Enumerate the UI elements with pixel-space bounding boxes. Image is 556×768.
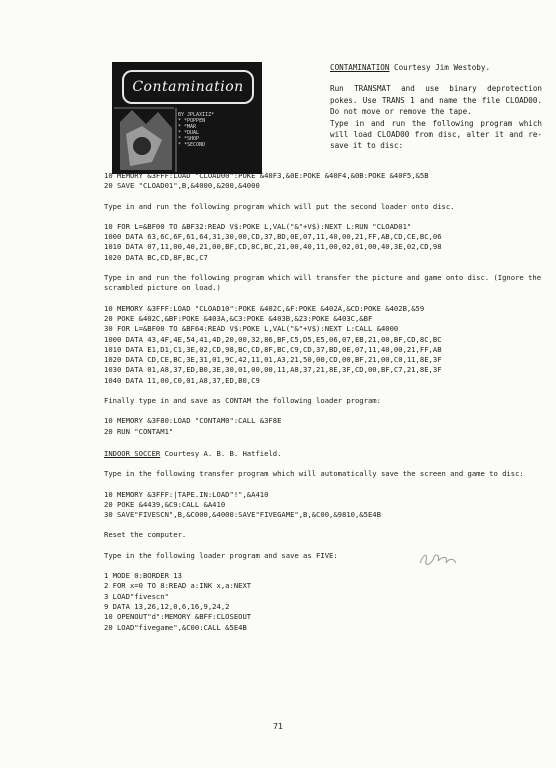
contamination-intro-text: Run TRANSMAT and use binary deprotection pokes. Use TRANS 1 and name the file CLOAD00. Do not move or remove the tape. xyxy=(330,84,542,117)
code-line: 30 FOR L=&BF00 TO &BF64:READ V$:POKE L,VAL("&"+V$):NEXT L:CALL &4000 xyxy=(104,324,399,334)
instruction-text: Type in and run the following program which will transfer the picture and game onto disc. (Ignore the scrambled picture on load.) xyxy=(104,273,542,293)
figure-line: * *MAR xyxy=(178,124,197,130)
code-line: 1 MODE 0:BORDER 13 xyxy=(104,571,182,581)
code-line: 10 MEMORY &3F80:LOAD "CONTAM0":CALL &3F8E xyxy=(104,416,282,426)
code-line: 1000 DATA 63,6C,6F,61,64,31,30,00,CD,37,BD,0E,07,11,40,00,21,FF,AB,CD,CE,BC,06 xyxy=(104,232,442,242)
instruction-text: Reset the computer. xyxy=(104,530,187,540)
figure-title: Contamination xyxy=(122,70,254,104)
handwritten-signature xyxy=(418,551,458,569)
code-line: 1040 DATA 11,00,C0,01,A8,37,ED,B0,C9 xyxy=(104,375,260,385)
contamination-heading xyxy=(330,62,542,73)
code-line: 10 MEMORY &3FFF:LOAD "CLOAD10":POKE &402C,&F:POKE &402A,&CD:POKE &402B,&59 xyxy=(104,303,425,313)
code-line: 10 MEMORY &3FFF:LOAD "CLOAD00":POKE &40F3,&0E:POKE &40F4,&0B:POKE &40F5,&5B xyxy=(104,171,429,180)
code-line: 9 DATA 13,26,12,0,6,16,9,24,2 xyxy=(104,601,230,611)
code-line: 20 SAVE "CLOAD01",B,&4000,&200,&4000 xyxy=(104,181,260,191)
contamination-credit: Courtesy Jim Westoby. xyxy=(394,63,491,72)
code-line: 3 LOAD"fivescn" xyxy=(104,591,169,601)
code-line: 1020 DATA BC,CD,8F,BC,C7 xyxy=(104,252,208,262)
figure-line: * *SECOND xyxy=(178,142,206,148)
code-line: 30 SAVE"FIVESCN",B,&C000,&4000:SAVE"FIVEGAME",B,&C00,&9810,&5E4B xyxy=(104,510,381,520)
code-line: 20 RUN "CONTAM1" xyxy=(104,426,174,436)
code-line: 20 POKE &402C,&BF:POKE &403A,&C3:POKE &403B,&23:POKE &403C,&BF xyxy=(104,313,373,323)
page-number: 71 xyxy=(273,722,283,731)
instruction-text: Type in and run the following program which will put the second loader onto disc. xyxy=(104,201,455,211)
figure-line: BY JPLAXIIZ* xyxy=(178,112,215,118)
code-line: 2 FOR x=0 TO 8:READ a:INK x,a:NEXT xyxy=(104,581,252,591)
instruction-text: Type in the following transfer program which will automatically save the screen and game to disc: xyxy=(104,469,524,479)
code-line: 1020 DATA CD,CE,BC,3E,31,01,9C,42,11,01,A3,21,50,00,CD,00,BF,21,00,C0,11,8E,3F xyxy=(104,355,442,365)
code-line: 20 LOAD"fivegame",&C00:CALL &5E4B xyxy=(104,622,247,632)
figure-line: * *DUAL xyxy=(178,130,200,136)
code-line: 10 FOR L=&BF00 TO &BF32:READ V$:POKE L,VAL("&"+V$):NEXT L:RUN "CLOAD01" xyxy=(104,221,412,231)
code-line: 1010 DATA E1,D1,C1,3E,02,CD,98,BC,CD,8F,BC,C9,CD,37,BD,0E,07,11,40,00,21,FF,AB xyxy=(104,344,442,354)
contamination-title: CONTAMINATION xyxy=(330,63,390,72)
contamination-screenshot xyxy=(112,62,262,174)
figure-line: * *SHOP xyxy=(178,136,200,142)
code-line: 10 OPENOUT"d":MEMORY &BFF:CLOSEOUT xyxy=(104,612,252,622)
instruction-text: Type in the following loader program and save as FIVE: xyxy=(104,550,338,560)
figure-line: * *POPPEN xyxy=(178,118,206,124)
contamination-intro-text-2: Type in and run the following program which will load CLOAD00 from disc, alter it and re-save it to disc: xyxy=(330,118,542,151)
page-body xyxy=(104,171,550,633)
indoor-soccer-credit: Courtesy A. B. B. Hatfield. xyxy=(164,448,282,458)
figure-menu-text xyxy=(178,112,258,148)
code-line: 20 POKE &4439,&C9:CALL &A410 xyxy=(104,499,226,509)
code-line: 1030 DATA 01,A8,37,ED,B0,3E,30,01,00,00,11,A8,37,21,8E,3F,CD,00,BF,C7,21,8E,3F xyxy=(104,365,442,375)
indoor-soccer-heading xyxy=(104,449,550,459)
code-line: 1000 DATA 43,4F,4E,54,41,4D,20,00,32,86,BF,C5,D5,E5,06,07,EB,21,00,BF,CD,8C,BC xyxy=(104,334,442,344)
indoor-soccer-title: INDOOR SOCCER xyxy=(104,448,161,458)
code-line: 10 MEMORY &3FFF:|TAPE.IN:LOAD"!",&A410 xyxy=(104,489,269,499)
instruction-text: Finally type in and save as CONTAM the following loader program: xyxy=(104,396,381,406)
contamination-intro xyxy=(330,62,542,152)
code-line: 1010 DATA 07,11,00,40,21,00,BF,CD,8C,BC,21,00,40,11,00,02,01,00,40,3E,02,CD,98 xyxy=(104,242,442,252)
